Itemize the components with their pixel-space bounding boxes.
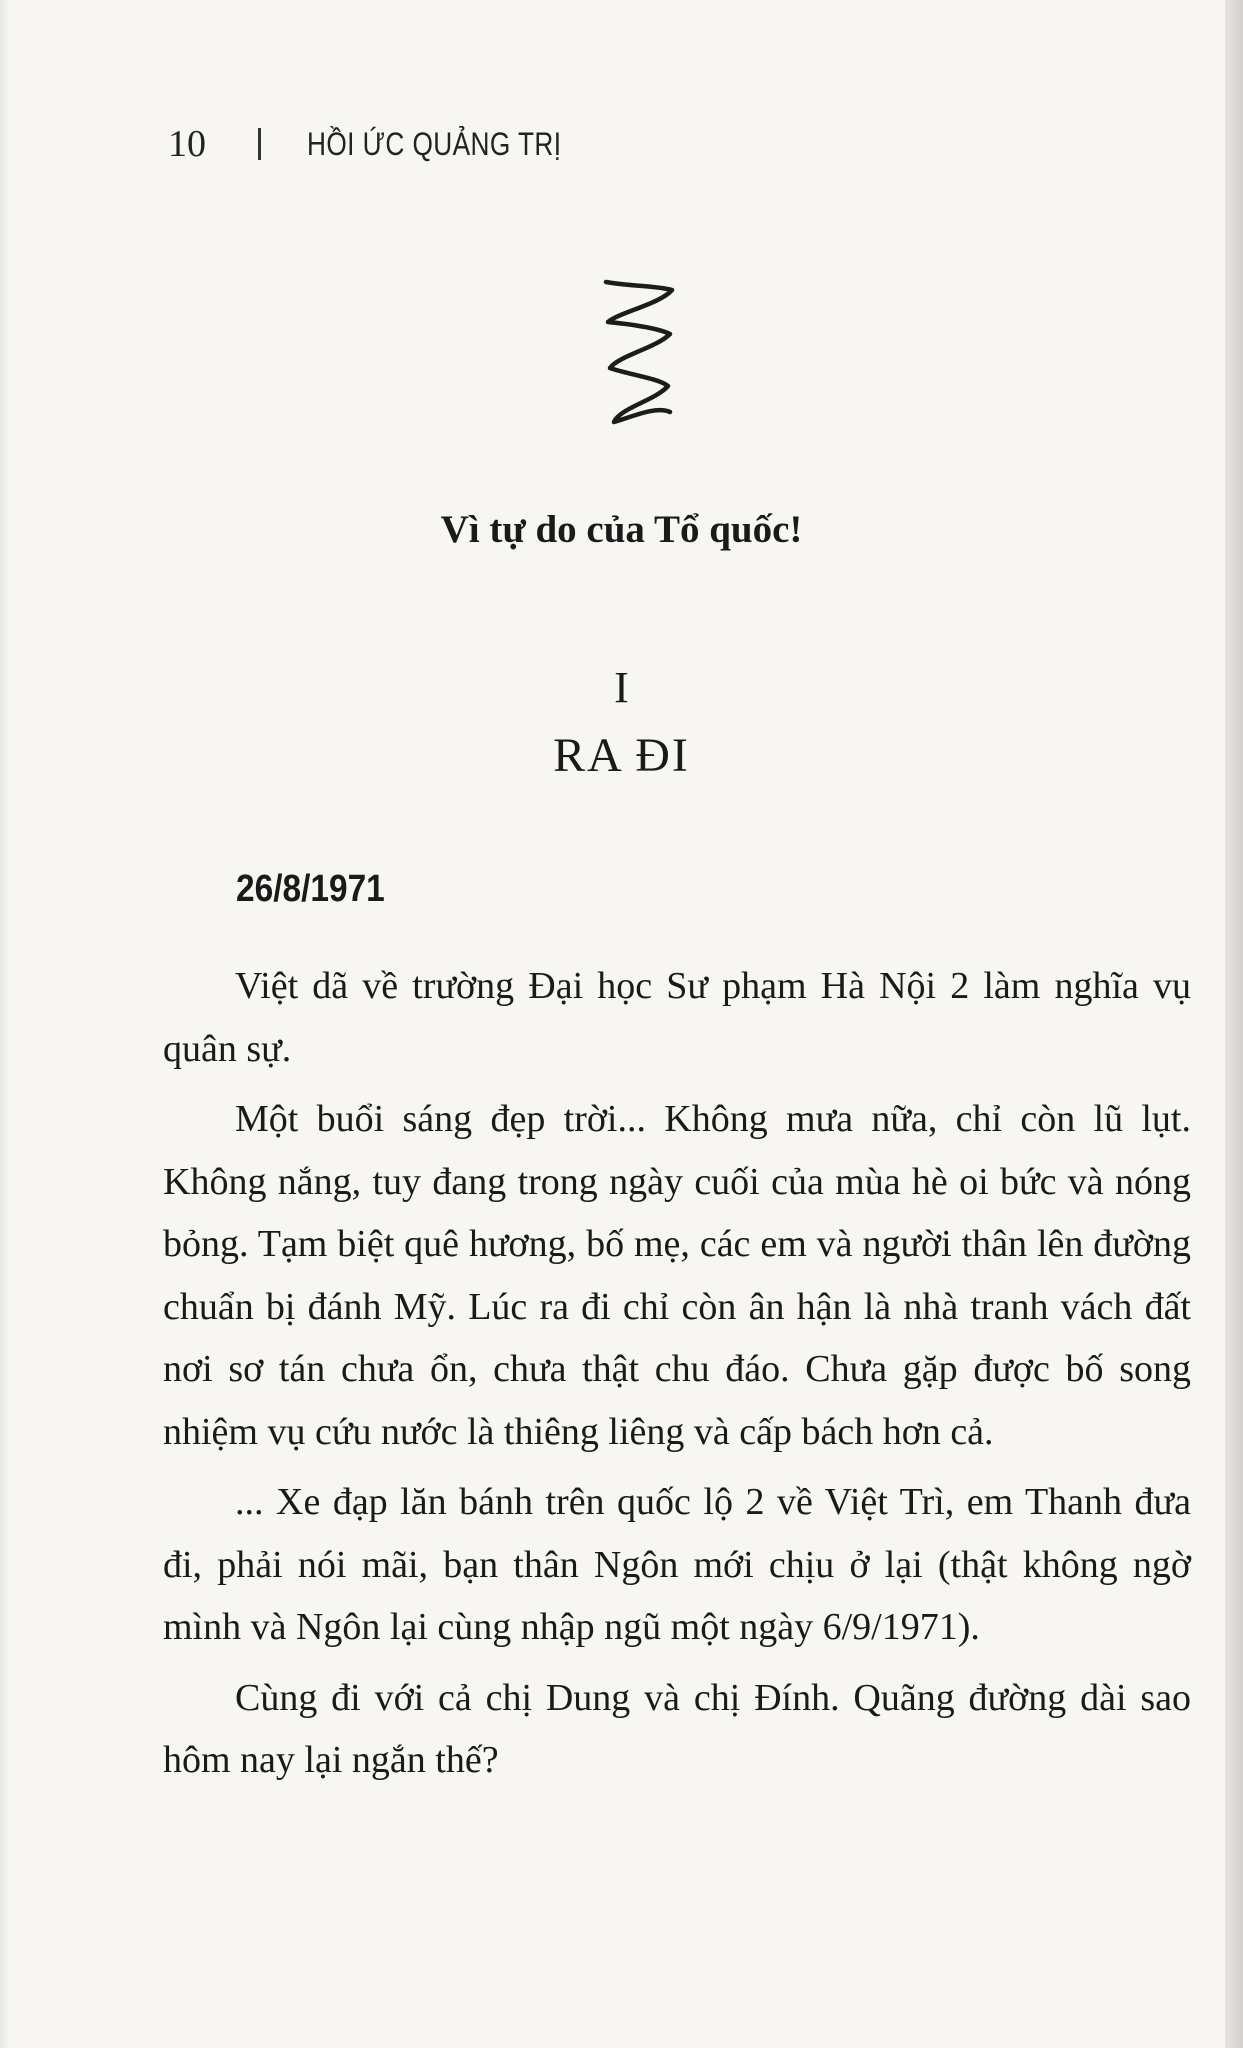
entry-date: 26/8/1971 bbox=[236, 868, 385, 910]
page-edge bbox=[1225, 0, 1243, 2048]
page-left-shadow bbox=[0, 0, 10, 2048]
entry-body bbox=[163, 955, 1191, 1800]
paragraph: ... Xe đạp lăn bánh trên quốc lộ 2 về Việt Trì, em Thanh đưa đi, phải nói mãi, bạn thân Ngôn mới chịu ở lại (thật không ngờ mình và Ngôn lại cùng nhập ngũ một ngày 6/9/1971). bbox=[163, 1481, 1191, 1648]
chapter-number: I bbox=[614, 663, 629, 712]
paragraph: Cùng đi với cả chị Dung và chị Đính. Quãng đường dài sao hôm nay lại ngắn thế? bbox=[163, 1676, 1191, 1781]
running-header bbox=[168, 122, 617, 166]
page-number: 10 bbox=[168, 123, 206, 165]
chapter-title: RA ĐI bbox=[553, 729, 690, 782]
header-separator bbox=[258, 128, 261, 160]
paragraph: Việt dã về trường Đại học Sư phạm Hà Nội 2 làm nghĩa vụ quân sự. bbox=[163, 965, 1191, 1070]
book-title: HỒI ỨC QUẢNG TRỊ bbox=[307, 125, 562, 162]
epigraph: Vì tự do của Tổ quốc! bbox=[440, 508, 803, 551]
squiggle-ornament-icon bbox=[598, 276, 688, 436]
paragraph: Một buổi sáng đẹp trời... Không mưa nữa, chỉ còn lũ lụt. Không nắng, tuy đang trong ngày cuối của mùa hè oi bức và nóng bỏng. Tạm biệt quê hương, bố mẹ, các em và người thân lên đường chuẩn bị đánh Mỹ. Lúc ra đi chỉ còn ân hận là nhà tranh vách đất nơi sơ tán chưa ổn, chưa thật chu đáo. Chưa gặp được bố song nhiệm vụ cứu nước là thiêng liêng và cấp bách hơn cả. bbox=[163, 1098, 1191, 1453]
